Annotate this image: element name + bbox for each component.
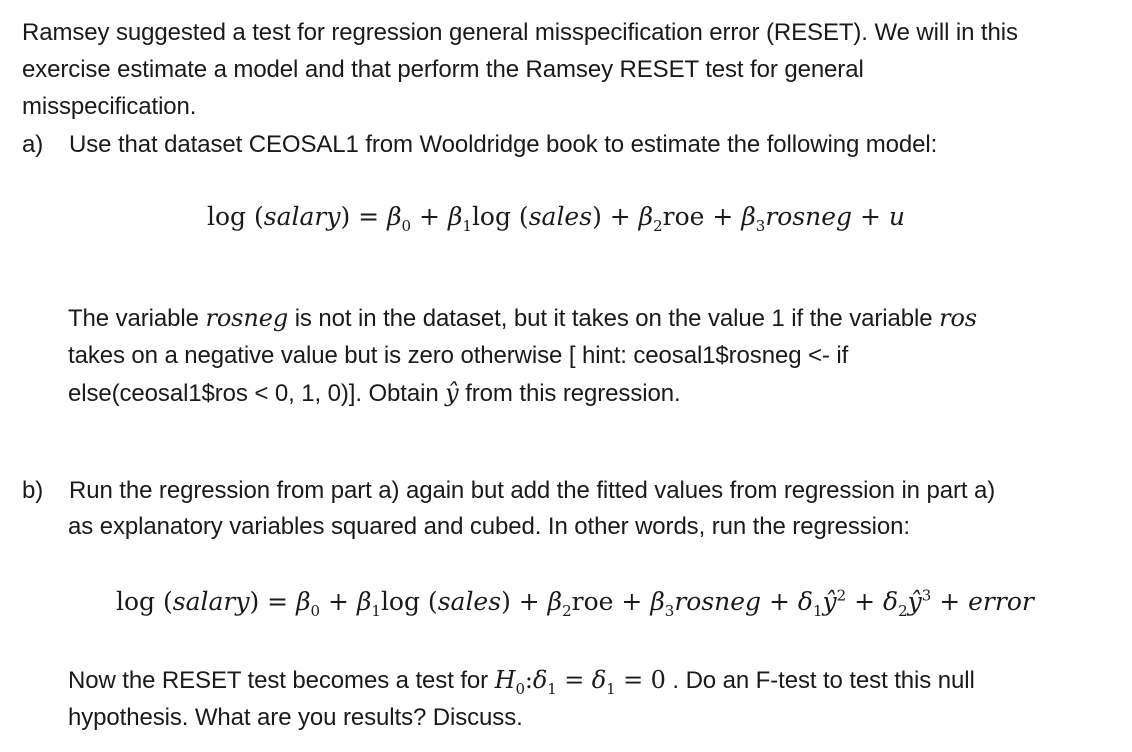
- model-equation: log (salary) = $\beta_0 + \beta_1\log$ (sales) + $\beta_2roe$ + $\beta_3rosneg + u$: [207, 202, 905, 235]
- intro-line-1: Ramsey suggested a test for regression general misspecification error (RESET). We will in this: [22, 19, 1018, 46]
- reset-equation: log (salary) = $\beta_0 + \beta_1\log$ (sales) + $\beta_2roe$ + $\beta_3rosneg$ + $\delta_1ŷ^2$ + $\delta_2ŷ^3$ + error: [116, 586, 1034, 620]
- part-b-line-2: as explanatory variables squared and cubed. In other words, run the regression:: [68, 513, 910, 540]
- part-b-marker: b): [22, 477, 44, 504]
- part-a-instruction: Use that dataset CEOSAL1 from Wooldridge book to estimate the following model:: [69, 131, 938, 158]
- intro-line-3: misspecification.: [22, 93, 197, 120]
- yhat-symbol: ŷ: [445, 379, 459, 407]
- part-a-marker: a): [22, 131, 44, 158]
- part-a-body-line-1: The variable rosneg is not in the dataset, but it takes on the value 1 if the variable ros: [68, 304, 978, 332]
- ros-variable: ros: [939, 304, 978, 332]
- part-a-instruction-line: [22, 130, 937, 160]
- part-a-body-line-2: takes on a negative value but is zero otherwise [ hint: ceosal1$rosneg <- if: [68, 342, 849, 369]
- intro-line-2: exercise estimate a model and that perform the Ramsey RESET test for general: [22, 56, 864, 83]
- part-b-closing-line-1: Now the RESET test becomes a test for $H_0:\delta_1 = \delta_1 = 0$ . Do an F-test to test this null: [68, 666, 975, 698]
- part-b-line-1: b) Run the regression from part a) again but add the fitted values from regression in part a): [22, 477, 996, 504]
- rosneg-variable: rosneg: [205, 304, 289, 332]
- part-a-body-line-3: else(ceosal1$ros < 0, 1, 0)]. Obtain ŷ from this regression.: [68, 379, 681, 407]
- part-b-closing-line-2: hypothesis. What are you results? Discuss.: [68, 704, 523, 731]
